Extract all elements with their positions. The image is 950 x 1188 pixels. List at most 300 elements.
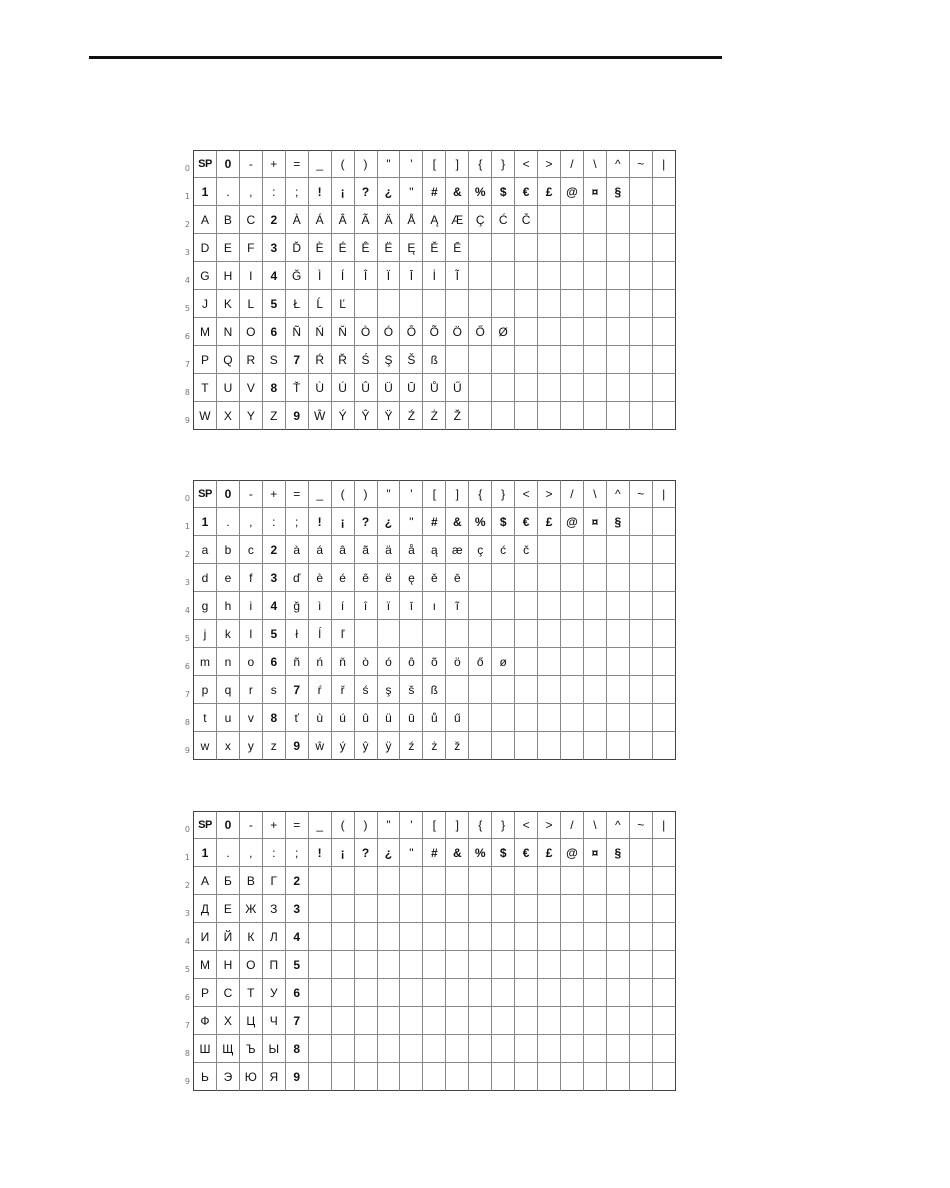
char-cell bbox=[653, 592, 676, 620]
char-cell bbox=[630, 648, 653, 676]
char-cell: ê bbox=[355, 564, 378, 592]
char-cell: Á bbox=[309, 206, 332, 234]
top-rule bbox=[89, 56, 722, 59]
char-cell: ? bbox=[355, 839, 378, 867]
char-cell: Т bbox=[240, 979, 263, 1007]
char-cell bbox=[607, 234, 630, 262]
char-cell bbox=[515, 620, 538, 648]
char-cell: ; bbox=[286, 508, 309, 536]
char-cell bbox=[630, 923, 653, 951]
char-cell: Ц bbox=[240, 1007, 263, 1035]
char-cell: Ä bbox=[378, 206, 401, 234]
char-cell bbox=[653, 732, 676, 760]
row-number bbox=[169, 811, 193, 839]
char-cell: ' bbox=[400, 480, 423, 508]
char-cell: / bbox=[561, 811, 584, 839]
char-cell: _ bbox=[309, 811, 332, 839]
char-cell bbox=[378, 1007, 401, 1035]
char-cell: Ю bbox=[240, 1063, 263, 1091]
char-cell: c bbox=[240, 536, 263, 564]
char-cell: " bbox=[378, 811, 401, 839]
char-cell: Ľ bbox=[332, 290, 355, 318]
char-cell: ĺ bbox=[309, 620, 332, 648]
row-number bbox=[169, 1035, 193, 1063]
char-cell bbox=[469, 346, 492, 374]
char-cell bbox=[538, 374, 561, 402]
char-cell: И bbox=[194, 923, 217, 951]
char-cell bbox=[630, 290, 653, 318]
char-cell bbox=[378, 951, 401, 979]
char-cell: ź bbox=[400, 732, 423, 760]
char-cell: q bbox=[217, 676, 240, 704]
char-cell bbox=[561, 1063, 584, 1091]
char-cell bbox=[653, 620, 676, 648]
char-cell: ø bbox=[492, 648, 515, 676]
table-row bbox=[169, 895, 682, 923]
char-cell: d bbox=[194, 564, 217, 592]
char-cell: & bbox=[446, 178, 469, 206]
char-cell: ] bbox=[446, 480, 469, 508]
char-cell bbox=[607, 1007, 630, 1035]
char-cell: ~ bbox=[630, 480, 653, 508]
row-number-label: 1 bbox=[184, 853, 190, 862]
char-cell bbox=[630, 374, 653, 402]
char-cell bbox=[653, 402, 676, 430]
char-cell bbox=[561, 1007, 584, 1035]
char-cell: М bbox=[194, 951, 217, 979]
char-cell bbox=[492, 346, 515, 374]
char-cell bbox=[607, 402, 630, 430]
char-cell bbox=[332, 979, 355, 1007]
char-cell bbox=[538, 620, 561, 648]
char-cell bbox=[561, 346, 584, 374]
char-cell bbox=[469, 867, 492, 895]
char-cell: Ü bbox=[378, 374, 401, 402]
char-cell bbox=[653, 895, 676, 923]
table-row bbox=[169, 262, 682, 290]
char-cell bbox=[446, 1063, 469, 1091]
char-cell bbox=[653, 923, 676, 951]
row-number bbox=[169, 979, 193, 1007]
char-cell bbox=[492, 262, 515, 290]
row-cells bbox=[193, 480, 676, 508]
row-number-label: 0 bbox=[184, 825, 190, 834]
row-number bbox=[169, 732, 193, 760]
char-cell: С bbox=[217, 979, 240, 1007]
row-number-label: 7 bbox=[184, 690, 190, 699]
char-cell: û bbox=[355, 704, 378, 732]
table-row bbox=[169, 1063, 682, 1091]
char-cell bbox=[423, 620, 446, 648]
char-cell: x bbox=[217, 732, 240, 760]
char-cell bbox=[584, 346, 607, 374]
row-number bbox=[169, 150, 193, 178]
char-cell: á bbox=[309, 536, 332, 564]
char-cell: ŵ bbox=[309, 732, 332, 760]
char-cell: Х bbox=[217, 1007, 240, 1035]
char-cell bbox=[561, 951, 584, 979]
char-cell bbox=[469, 895, 492, 923]
char-cell: D bbox=[194, 234, 217, 262]
char-cell: 7 bbox=[286, 676, 309, 704]
row-number bbox=[169, 262, 193, 290]
char-cell: K bbox=[217, 290, 240, 318]
char-cell bbox=[561, 290, 584, 318]
row-cells bbox=[193, 839, 676, 867]
char-cell bbox=[515, 867, 538, 895]
char-cell: Ą bbox=[423, 206, 446, 234]
char-cell bbox=[446, 923, 469, 951]
char-cell bbox=[309, 1063, 332, 1091]
char-cell: 6 bbox=[263, 318, 286, 346]
char-cell: ) bbox=[355, 150, 378, 178]
char-cell: П bbox=[263, 951, 286, 979]
char-cell bbox=[607, 374, 630, 402]
row-number bbox=[169, 402, 193, 430]
char-cell: ¡ bbox=[332, 508, 355, 536]
char-cell bbox=[607, 262, 630, 290]
char-cell bbox=[423, 951, 446, 979]
row-number-label: 1 bbox=[184, 522, 190, 531]
char-cell bbox=[469, 1007, 492, 1035]
row-cells bbox=[193, 895, 676, 923]
char-cell: õ bbox=[423, 648, 446, 676]
char-cell: € bbox=[515, 508, 538, 536]
char-cell bbox=[400, 979, 423, 1007]
char-cell: 1 bbox=[194, 178, 217, 206]
char-cell bbox=[630, 951, 653, 979]
char-cell: ő bbox=[469, 648, 492, 676]
char-cell: ë bbox=[378, 564, 401, 592]
char-cell: К bbox=[240, 923, 263, 951]
char-cell: ě bbox=[423, 564, 446, 592]
char-cell: y bbox=[240, 732, 263, 760]
row-cells bbox=[193, 811, 676, 839]
char-cell bbox=[515, 262, 538, 290]
row-cells bbox=[193, 923, 676, 951]
char-cell: > bbox=[538, 811, 561, 839]
char-cell bbox=[446, 1035, 469, 1063]
char-cell: + bbox=[263, 150, 286, 178]
char-cell bbox=[584, 564, 607, 592]
char-cell bbox=[400, 620, 423, 648]
char-cell bbox=[607, 676, 630, 704]
char-cell: SP bbox=[194, 480, 217, 508]
char-cell: Ş bbox=[378, 346, 401, 374]
char-cell bbox=[378, 867, 401, 895]
row-number-label: 8 bbox=[184, 718, 190, 727]
table-row bbox=[169, 648, 682, 676]
char-cell: Ž bbox=[446, 402, 469, 430]
char-cell: W bbox=[194, 402, 217, 430]
char-cell: 0 bbox=[217, 811, 240, 839]
char-cell: Ę bbox=[400, 234, 423, 262]
char-cell: 5 bbox=[263, 620, 286, 648]
char-cell: ï bbox=[378, 592, 401, 620]
char-cell bbox=[653, 704, 676, 732]
char-cell bbox=[607, 564, 630, 592]
char-cell: å bbox=[400, 536, 423, 564]
char-cell: ¤ bbox=[584, 508, 607, 536]
char-cell bbox=[584, 895, 607, 923]
char-cell bbox=[423, 290, 446, 318]
char-cell: . bbox=[217, 508, 240, 536]
row-number bbox=[169, 1007, 193, 1035]
char-cell: ď bbox=[286, 564, 309, 592]
char-cell: 2 bbox=[263, 206, 286, 234]
char-cell bbox=[378, 979, 401, 1007]
char-cell: Ŵ bbox=[309, 402, 332, 430]
char-cell bbox=[538, 979, 561, 1007]
char-cell: 8 bbox=[263, 704, 286, 732]
char-cell bbox=[561, 402, 584, 430]
char-cell bbox=[561, 704, 584, 732]
char-cell: [ bbox=[423, 150, 446, 178]
char-cell: ¤ bbox=[584, 178, 607, 206]
char-cell: ¡ bbox=[332, 839, 355, 867]
char-cell: 9 bbox=[286, 1063, 309, 1091]
char-cell bbox=[538, 951, 561, 979]
char-cell: ^ bbox=[607, 811, 630, 839]
char-cell bbox=[653, 346, 676, 374]
char-cell: = bbox=[286, 480, 309, 508]
char-cell: Ö bbox=[446, 318, 469, 346]
row-number bbox=[169, 346, 193, 374]
char-cell: X bbox=[217, 402, 240, 430]
char-cell bbox=[332, 923, 355, 951]
table-row bbox=[169, 206, 682, 234]
char-cell: 4 bbox=[263, 592, 286, 620]
char-cell: Z bbox=[263, 402, 286, 430]
row-number-label: 2 bbox=[184, 881, 190, 890]
char-cell: 6 bbox=[286, 979, 309, 1007]
char-cell bbox=[515, 648, 538, 676]
char-cell: _ bbox=[309, 480, 332, 508]
char-cell: { bbox=[469, 480, 492, 508]
char-cell: j bbox=[194, 620, 217, 648]
char-cell bbox=[538, 923, 561, 951]
char-cell: 4 bbox=[263, 262, 286, 290]
char-cell bbox=[469, 374, 492, 402]
row-number bbox=[169, 290, 193, 318]
char-cell bbox=[446, 895, 469, 923]
row-number-label: 5 bbox=[184, 304, 190, 313]
char-cell bbox=[332, 951, 355, 979]
char-cell bbox=[561, 895, 584, 923]
char-cell: m bbox=[194, 648, 217, 676]
char-cell: k bbox=[217, 620, 240, 648]
char-cell: £ bbox=[538, 839, 561, 867]
row-number bbox=[169, 923, 193, 951]
char-cell bbox=[492, 676, 515, 704]
char-cell bbox=[400, 951, 423, 979]
char-cell: $ bbox=[492, 178, 515, 206]
char-cell: ä bbox=[378, 536, 401, 564]
char-cell: ? bbox=[355, 508, 378, 536]
char-cell bbox=[469, 234, 492, 262]
table-row bbox=[169, 1007, 682, 1035]
char-cell bbox=[400, 867, 423, 895]
char-cell: T bbox=[194, 374, 217, 402]
char-cell bbox=[309, 923, 332, 951]
char-cell: " bbox=[400, 178, 423, 206]
char-cell: Э bbox=[217, 1063, 240, 1091]
char-cell bbox=[630, 732, 653, 760]
char-cell: u bbox=[217, 704, 240, 732]
row-cells bbox=[193, 346, 676, 374]
char-cell bbox=[630, 402, 653, 430]
char-cell bbox=[446, 867, 469, 895]
char-cell: . bbox=[217, 178, 240, 206]
char-cell: Š bbox=[400, 346, 423, 374]
char-cell: J bbox=[194, 290, 217, 318]
char-cell: € bbox=[515, 839, 538, 867]
row-number-label: 0 bbox=[184, 494, 190, 503]
char-cell: Я bbox=[263, 1063, 286, 1091]
char-cell bbox=[607, 206, 630, 234]
char-cell: Ë bbox=[378, 234, 401, 262]
char-cell bbox=[584, 1035, 607, 1063]
row-number bbox=[169, 178, 193, 206]
char-cell bbox=[515, 234, 538, 262]
char-cell: Ш bbox=[194, 1035, 217, 1063]
char-cell bbox=[492, 1035, 515, 1063]
row-number bbox=[169, 318, 193, 346]
char-cell bbox=[653, 374, 676, 402]
char-cell: + bbox=[263, 480, 286, 508]
char-cell bbox=[355, 951, 378, 979]
char-cell: Ű bbox=[446, 374, 469, 402]
char-cell bbox=[355, 867, 378, 895]
char-cell: ľ bbox=[332, 620, 355, 648]
char-cell bbox=[400, 923, 423, 951]
cyrillic-table bbox=[169, 811, 682, 1091]
char-cell: Í bbox=[332, 262, 355, 290]
row-number-label: 3 bbox=[184, 578, 190, 587]
row-cells bbox=[193, 592, 676, 620]
row-number-label: 2 bbox=[184, 550, 190, 559]
char-cell bbox=[607, 979, 630, 1007]
row-number-label: 3 bbox=[184, 909, 190, 918]
char-cell: , bbox=[240, 839, 263, 867]
char-cell: 3 bbox=[263, 234, 286, 262]
char-cell: Ñ bbox=[286, 318, 309, 346]
char-cell: ć bbox=[492, 536, 515, 564]
char-cell: M bbox=[194, 318, 217, 346]
char-cell bbox=[653, 564, 676, 592]
char-cell: ß bbox=[423, 676, 446, 704]
row-cells bbox=[193, 234, 676, 262]
char-cell: \ bbox=[584, 811, 607, 839]
table-row bbox=[169, 346, 682, 374]
char-cell: Л bbox=[263, 923, 286, 951]
char-cell bbox=[561, 923, 584, 951]
char-cell: ; bbox=[286, 839, 309, 867]
char-cell bbox=[446, 290, 469, 318]
char-cell: $ bbox=[492, 839, 515, 867]
char-cell: Ū bbox=[400, 374, 423, 402]
char-cell: i bbox=[240, 592, 263, 620]
char-cell: ¿ bbox=[378, 508, 401, 536]
char-cell: Ç bbox=[469, 206, 492, 234]
char-cell: ř bbox=[332, 676, 355, 704]
latin-uppercase-table bbox=[169, 150, 682, 430]
char-cell bbox=[630, 592, 653, 620]
char-cell: Ě bbox=[423, 234, 446, 262]
char-cell: N bbox=[217, 318, 240, 346]
char-cell: , bbox=[240, 178, 263, 206]
char-cell bbox=[653, 867, 676, 895]
char-cell bbox=[561, 318, 584, 346]
char-cell: ' bbox=[400, 811, 423, 839]
char-cell: z bbox=[263, 732, 286, 760]
char-cell: = bbox=[286, 150, 309, 178]
char-cell bbox=[423, 1007, 446, 1035]
char-cell bbox=[561, 979, 584, 1007]
row-cells bbox=[193, 402, 676, 430]
row-number-label: 9 bbox=[184, 746, 190, 755]
char-cell: Ť bbox=[286, 374, 309, 402]
char-cell: Ф bbox=[194, 1007, 217, 1035]
char-cell: Ů bbox=[423, 374, 446, 402]
char-cell: ( bbox=[332, 811, 355, 839]
char-cell: ¿ bbox=[378, 178, 401, 206]
char-cell: Ő bbox=[469, 318, 492, 346]
char-cell: | bbox=[653, 150, 676, 178]
char-cell: s bbox=[263, 676, 286, 704]
char-cell bbox=[469, 592, 492, 620]
row-number-label: 0 bbox=[184, 164, 190, 173]
char-cell bbox=[515, 1063, 538, 1091]
char-cell bbox=[378, 1063, 401, 1091]
row-number-label: 7 bbox=[184, 360, 190, 369]
char-cell bbox=[630, 620, 653, 648]
char-cell bbox=[630, 1035, 653, 1063]
char-cell: w bbox=[194, 732, 217, 760]
char-cell: Ż bbox=[423, 402, 446, 430]
char-cell: Č bbox=[515, 206, 538, 234]
char-cell: ş bbox=[378, 676, 401, 704]
row-cells bbox=[193, 150, 676, 178]
char-cell: > bbox=[538, 480, 561, 508]
char-cell bbox=[584, 402, 607, 430]
row-cells bbox=[193, 1063, 676, 1091]
char-cell: Q bbox=[217, 346, 240, 374]
char-cell bbox=[584, 592, 607, 620]
char-cell: - bbox=[240, 811, 263, 839]
char-cell: S bbox=[263, 346, 286, 374]
char-cell: { bbox=[469, 150, 492, 178]
char-cell bbox=[400, 1035, 423, 1063]
char-cell bbox=[607, 1035, 630, 1063]
row-cells bbox=[193, 676, 676, 704]
char-cell: ? bbox=[355, 178, 378, 206]
char-cell bbox=[561, 206, 584, 234]
char-cell: Ĺ bbox=[309, 290, 332, 318]
char-cell: e bbox=[217, 564, 240, 592]
row-cells bbox=[193, 262, 676, 290]
char-cell bbox=[653, 262, 676, 290]
char-cell bbox=[561, 564, 584, 592]
char-cell bbox=[561, 676, 584, 704]
char-cell bbox=[630, 676, 653, 704]
char-cell: Ŕ bbox=[309, 346, 332, 374]
char-cell bbox=[630, 206, 653, 234]
table-row bbox=[169, 150, 682, 178]
char-cell bbox=[653, 839, 676, 867]
char-cell bbox=[400, 290, 423, 318]
row-number-label: 8 bbox=[184, 1049, 190, 1058]
